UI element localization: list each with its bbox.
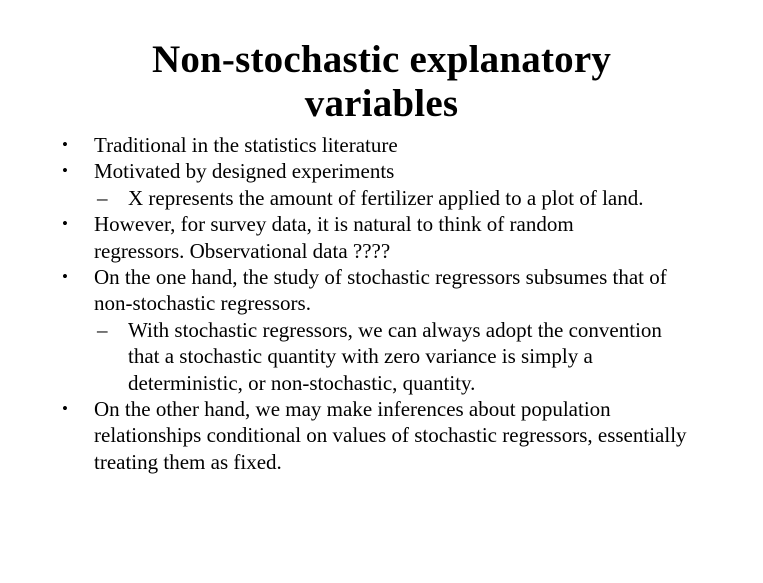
bullet-item xyxy=(0,158,694,184)
bullet-text: However, for survey data, it is natural to think of random regressors. Observational data ???? xyxy=(94,212,574,263)
slide-title-line-1: Non-stochastic explanatory xyxy=(151,38,612,81)
bullet-icon: • xyxy=(62,267,68,287)
bullet-icon: • xyxy=(62,135,68,154)
bullet-text: On the one hand, the study of stochastic regressors subsumes that of non-stochastic regressors. xyxy=(94,265,667,316)
bullet-list xyxy=(0,132,763,475)
bullet-icon: • xyxy=(62,161,68,181)
sub-bullet-text: X represents the amount of fertilizer applied to a plot of land. xyxy=(128,185,644,210)
slide-title xyxy=(0,38,763,126)
bullet-icon: • xyxy=(62,399,68,419)
bullet-item xyxy=(0,132,694,158)
bullet-text: On the other hand, we may make inferences about population relationships conditional on values of stochastic regressors, essentially treating them as fixed. xyxy=(94,397,687,474)
bullet-text: Motivated by designed experiments xyxy=(94,159,395,184)
dash-icon: – xyxy=(97,317,108,342)
bullet-icon: • xyxy=(62,214,68,234)
dash-icon: – xyxy=(97,185,108,210)
slide-title-line-2: variables xyxy=(304,82,459,125)
sub-bullet-text: With stochastic regressors, we can always adopt the convention that a stochastic quantity with zero variance is simply a deterministic, or non-stochastic, quantity. xyxy=(128,317,662,395)
bullet-item xyxy=(0,264,689,317)
bullet-item xyxy=(0,396,689,475)
sub-bullet-item xyxy=(0,317,666,396)
bullet-text: Traditional in the statistics literature xyxy=(94,133,398,157)
bullet-item xyxy=(0,211,654,264)
sub-bullet-item xyxy=(0,185,676,211)
